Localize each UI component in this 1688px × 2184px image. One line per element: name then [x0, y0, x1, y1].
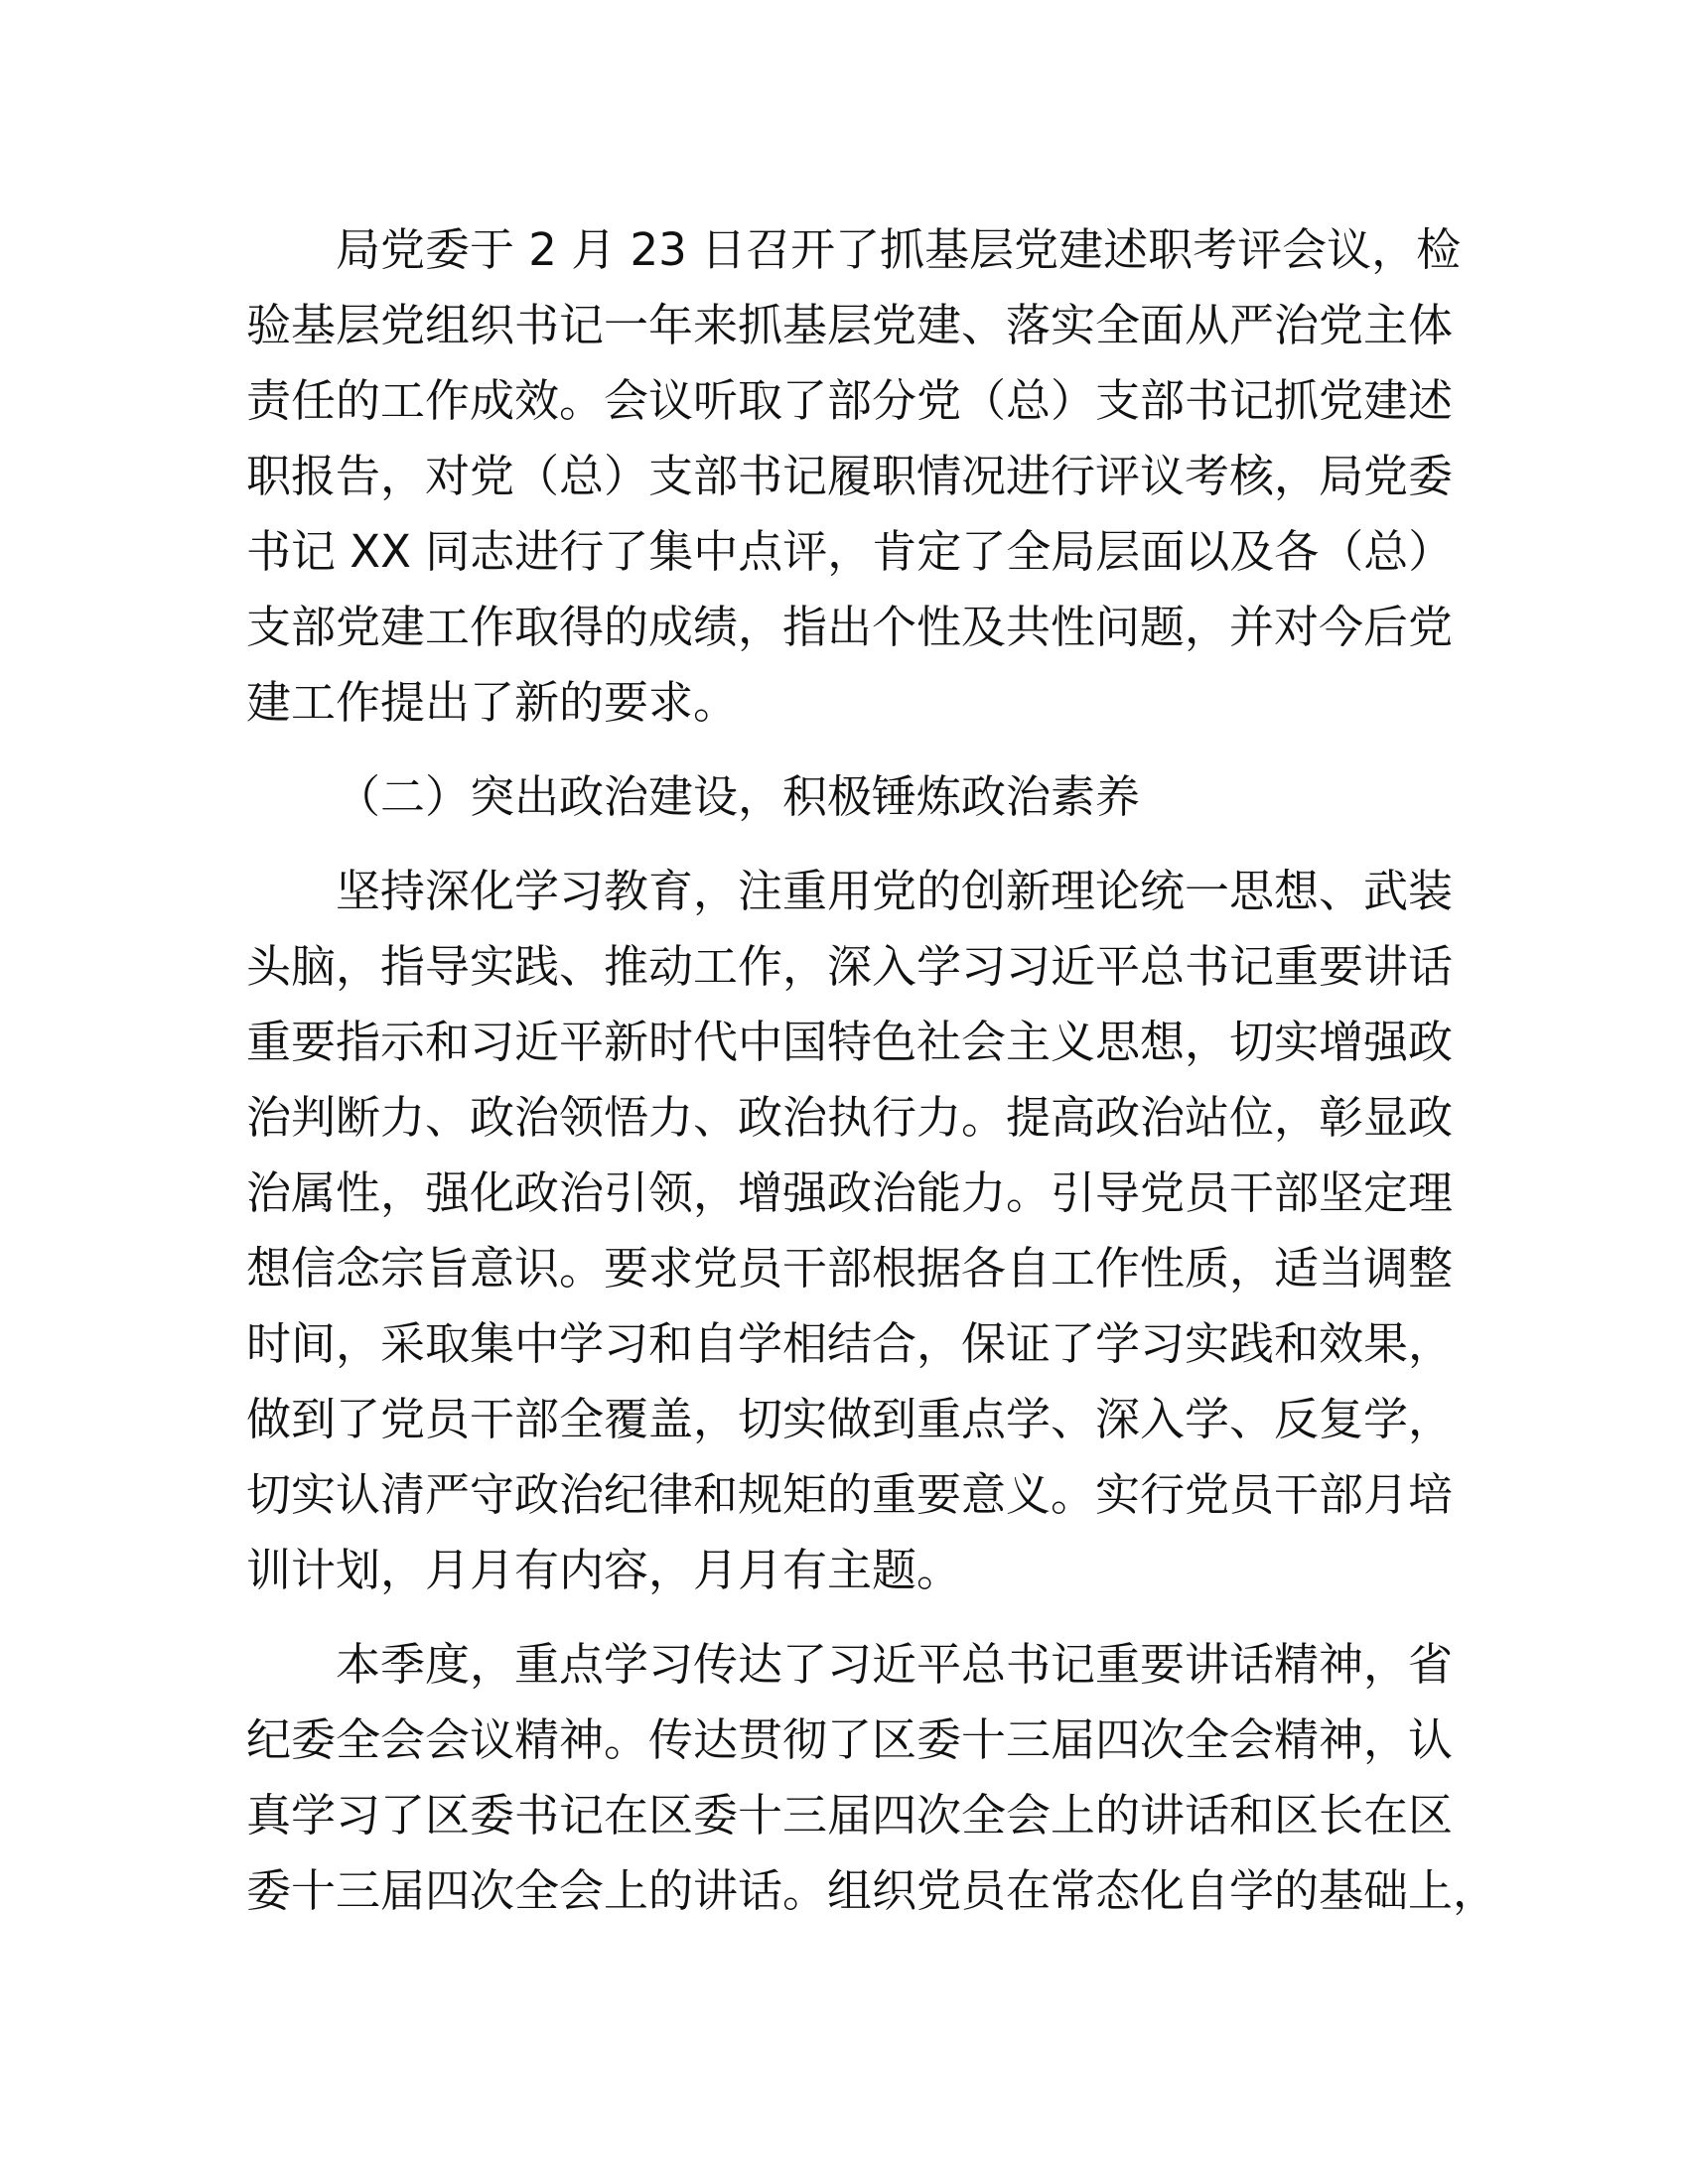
text-line: 本季度，重点学习传达了习近平总书记重要讲话精神，省: [336, 1638, 1454, 1691]
text-line: 训计划，月月有内容，月月有主题。: [246, 1544, 962, 1596]
text-line: 验基层党组织书记一年来抓基层党建、落实全面从严治党主体: [246, 299, 1454, 351]
text-line: 责任的工作成效。会议听取了部分党（总）支部书记抓党建述: [246, 374, 1454, 427]
text-line: 治判断力、政治领悟力、政治执行力。提高政治站位，彰显政: [246, 1091, 1454, 1144]
paragraph-quarterly-study: [246, 1627, 1498, 1929]
text-line: 做到了党员干部全覆盖，切实做到重点学、深入学、反复学，: [246, 1393, 1454, 1445]
text-line: 想信念宗旨意识。要求党员干部根据各自工作性质，适当调整: [246, 1242, 1454, 1295]
text-line: 职报告，对党（总）支部书记履职情况进行评议考核，局党委: [246, 450, 1454, 502]
text-line: 真学习了区委书记在区委十三届四次全会上的讲话和区长在区: [246, 1789, 1454, 1842]
text-line: 纪委全会会议精神。传达贯彻了区委十三届四次全会精神，认: [246, 1713, 1454, 1766]
paragraph-study-education: [246, 854, 1454, 1608]
text-line: 时间，采取集中学习和自学相结合，保证了学习实践和效果，: [246, 1317, 1454, 1370]
text-line: 委十三届四次全会上的讲话。组织党员在常态化自学的基础上，: [246, 1864, 1498, 1917]
text-line: 局党委于 2 月 23 日召开了抓基层党建述职考评会议，检: [336, 223, 1462, 276]
text-line: 治属性，强化政治引领，增强政治能力。引导党员干部坚定理: [246, 1166, 1454, 1219]
text-line: 建工作提出了新的要求。: [246, 676, 739, 729]
text-line: 切实认清严守政治纪律和规矩的重要意义。实行党员干部月培: [246, 1468, 1454, 1521]
paragraph-party-committee-review: [246, 212, 1462, 741]
text-line: 重要指示和习近平新时代中国特色社会主义思想，切实增强政: [246, 1016, 1454, 1068]
section-heading: （二）突出政治建设，积极锤炼政治素养: [336, 770, 1141, 823]
section-heading-political-building: [246, 759, 1454, 835]
text-line: 支部党建工作取得的成绩，指出个性及共性问题，并对今后党: [246, 601, 1454, 653]
text-line: 书记 XX 同志进行了集中点评，肯定了全局层面以及各（总）: [246, 525, 1454, 578]
text-line: 头脑，指导实践、推动工作，深入学习习近平总书记重要讲话: [246, 940, 1454, 993]
text-line: 坚持深化学习教育，注重用党的创新理论统一思想、武装: [336, 865, 1454, 917]
document-body: [246, 212, 1498, 1929]
